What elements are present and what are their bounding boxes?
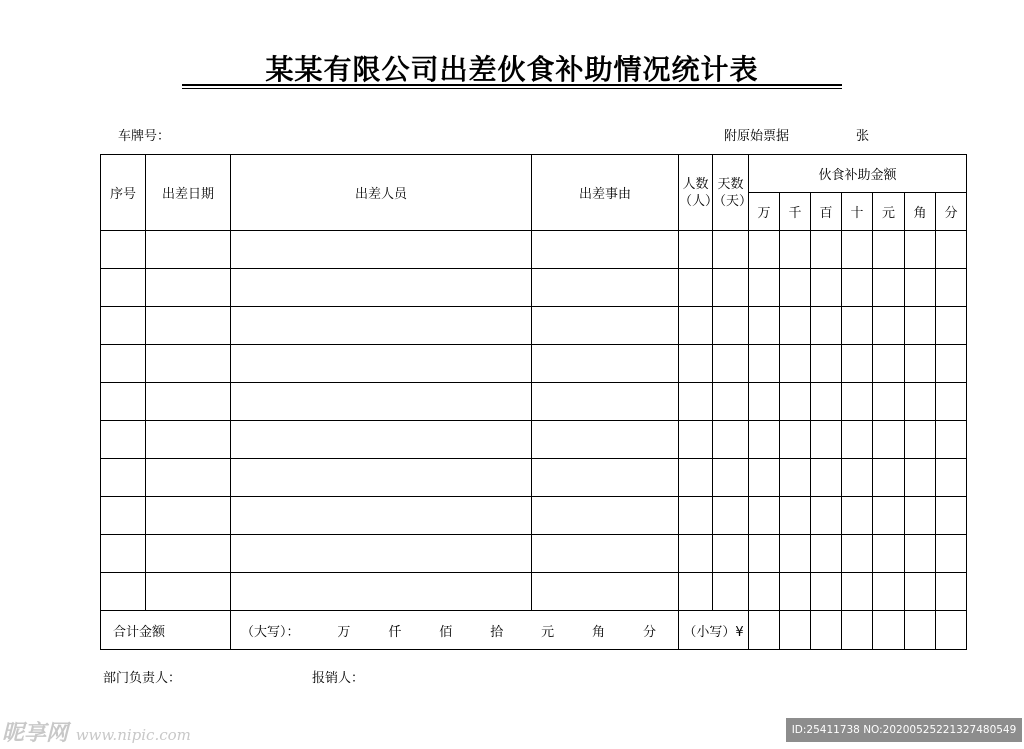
table-cell[interactable]: [532, 497, 679, 535]
header-digit-cell: 分: [936, 193, 967, 231]
table-cell[interactable]: [749, 573, 780, 611]
table-cell[interactable]: [905, 269, 936, 307]
attachment-label: 附原始票据: [724, 129, 790, 144]
table-cell[interactable]: [146, 269, 231, 307]
table-cell[interactable]: [749, 269, 780, 307]
table-cell[interactable]: [905, 535, 936, 573]
header-days-line1: 天数: [717, 176, 744, 192]
table-cell[interactable]: [842, 421, 873, 459]
table-cell[interactable]: [231, 345, 532, 383]
table-cell[interactable]: [532, 269, 679, 307]
attachment-unit: 张: [856, 129, 870, 144]
table-cell[interactable]: [811, 231, 842, 269]
header-days: [713, 155, 753, 231]
table-cell[interactable]: [811, 383, 842, 421]
table-cell[interactable]: [780, 421, 811, 459]
table-cell[interactable]: [101, 345, 146, 383]
table-cell[interactable]: [936, 231, 967, 269]
image-id-stamp: ID:25411738 NO:20200525221327480549: [786, 718, 1022, 742]
table-cell[interactable]: [905, 231, 936, 269]
table-cell[interactable]: [811, 497, 842, 535]
table-cell[interactable]: [905, 421, 936, 459]
table-cell[interactable]: [146, 497, 231, 535]
header-digit-cell: 元: [873, 193, 905, 231]
header-digit-cell: 千: [780, 193, 811, 231]
table-row: [101, 269, 967, 307]
table-cell[interactable]: [713, 459, 749, 497]
total-digit-cell[interactable]: [873, 611, 905, 650]
table-cell[interactable]: [811, 573, 842, 611]
table-cell[interactable]: [679, 497, 713, 535]
table-cell[interactable]: [713, 231, 749, 269]
total-uppercase[interactable]: [231, 611, 679, 650]
table-cell[interactable]: [713, 345, 749, 383]
uppercase-unit: 拾: [490, 624, 504, 640]
total-digit-cell[interactable]: [905, 611, 936, 650]
lowercase-label: （小写）¥: [679, 611, 749, 650]
table-row: [101, 573, 967, 611]
watermark-brand: 昵享网: [2, 720, 69, 746]
table-cell[interactable]: [811, 307, 842, 345]
table-cell[interactable]: [842, 459, 873, 497]
table-cell[interactable]: [231, 535, 532, 573]
table-cell[interactable]: [811, 269, 842, 307]
table-cell[interactable]: [842, 383, 873, 421]
table-cell[interactable]: [873, 345, 905, 383]
table-cell[interactable]: [873, 421, 905, 459]
table-row: [101, 421, 967, 459]
table-cell[interactable]: [231, 269, 532, 307]
table-cell[interactable]: [780, 459, 811, 497]
form-title: 某某有限公司出差伙食补助情况统计表: [265, 53, 759, 86]
table-cell[interactable]: [811, 421, 842, 459]
table-cell[interactable]: [842, 497, 873, 535]
table-cell[interactable]: [936, 307, 967, 345]
table-cell[interactable]: [713, 573, 749, 611]
header-person: 出差人员: [231, 155, 532, 231]
table-cell[interactable]: [780, 231, 811, 269]
table-cell[interactable]: [101, 573, 146, 611]
uppercase-unit: 万: [337, 624, 351, 640]
table-cell[interactable]: [146, 383, 231, 421]
watermark-url: www.nipic.com: [75, 726, 191, 744]
uppercase-unit: 角: [592, 624, 606, 640]
table-cell[interactable]: [101, 497, 146, 535]
table-cell[interactable]: [231, 231, 532, 269]
table-cell[interactable]: [679, 535, 713, 573]
table-cell[interactable]: [842, 231, 873, 269]
table-cell[interactable]: [873, 535, 905, 573]
table-cell[interactable]: [842, 573, 873, 611]
watermark: [2, 716, 191, 747]
header-days-line2: （天）: [713, 193, 753, 209]
table-cell[interactable]: [842, 307, 873, 345]
total-digit-cell[interactable]: [749, 611, 780, 650]
title-underline-thick: [182, 84, 842, 86]
table-cell[interactable]: [936, 573, 967, 611]
table-cell[interactable]: [532, 345, 679, 383]
table-cell[interactable]: [231, 497, 532, 535]
table-cell[interactable]: [713, 535, 749, 573]
table-cell[interactable]: [146, 535, 231, 573]
table-cell[interactable]: [749, 307, 780, 345]
table-cell[interactable]: [101, 421, 146, 459]
table-cell[interactable]: [936, 497, 967, 535]
table-cell[interactable]: [780, 383, 811, 421]
table-cell[interactable]: [749, 497, 780, 535]
table-row: [101, 535, 967, 573]
table-cell[interactable]: [873, 307, 905, 345]
table-cell[interactable]: [679, 269, 713, 307]
table-cell[interactable]: [713, 421, 749, 459]
table-row: [101, 497, 967, 535]
table-cell[interactable]: [749, 421, 780, 459]
table-cell[interactable]: [713, 307, 749, 345]
table-cell[interactable]: [101, 269, 146, 307]
table-cell[interactable]: [905, 383, 936, 421]
table-cell[interactable]: [936, 535, 967, 573]
title-underline-thin: [182, 88, 842, 89]
table-cell[interactable]: [936, 345, 967, 383]
table-cell[interactable]: [679, 345, 713, 383]
table-cell[interactable]: [231, 383, 532, 421]
table-cell[interactable]: [936, 421, 967, 459]
plate-number-label: 车牌号：: [118, 129, 171, 144]
total-digit-cell[interactable]: [780, 611, 811, 650]
table-cell[interactable]: [532, 231, 679, 269]
table-cell[interactable]: [532, 459, 679, 497]
table-cell[interactable]: [873, 269, 905, 307]
table-cell[interactable]: [936, 459, 967, 497]
header-people-count: [679, 155, 719, 231]
allowance-table: [100, 154, 967, 650]
reimburser-label: 报销人：: [312, 671, 365, 686]
table-cell[interactable]: [905, 345, 936, 383]
total-label: 合计金额: [101, 611, 231, 650]
table-cell[interactable]: [532, 383, 679, 421]
header-seq: 序号: [101, 155, 146, 231]
header-people-count-line2: （人）: [679, 193, 719, 209]
table-cell[interactable]: [146, 421, 231, 459]
table-cell[interactable]: [905, 459, 936, 497]
table-cell[interactable]: [146, 307, 231, 345]
total-digit-cell[interactable]: [936, 611, 967, 650]
table-cell[interactable]: [101, 535, 146, 573]
table-cell[interactable]: [713, 269, 749, 307]
table-cell[interactable]: [873, 497, 905, 535]
total-digit-cell[interactable]: [811, 611, 842, 650]
uppercase-unit: 分: [642, 624, 656, 640]
table-cell[interactable]: [231, 459, 532, 497]
header-people-count-line1: 人数: [682, 176, 709, 192]
uppercase-unit: 元: [541, 624, 555, 640]
table-cell[interactable]: [905, 497, 936, 535]
table-row: [101, 307, 967, 345]
table-cell[interactable]: [842, 535, 873, 573]
table-cell[interactable]: [749, 231, 780, 269]
table-cell[interactable]: [231, 307, 532, 345]
table-cell[interactable]: [873, 573, 905, 611]
table-cell[interactable]: [780, 307, 811, 345]
table-cell[interactable]: [101, 459, 146, 497]
table-cell[interactable]: [679, 307, 713, 345]
uppercase-unit: 仟: [388, 624, 402, 640]
table-cell[interactable]: [532, 421, 679, 459]
table-cell[interactable]: [873, 383, 905, 421]
header-digit-cell: 百: [811, 193, 842, 231]
table-cell[interactable]: [811, 535, 842, 573]
table-cell[interactable]: [231, 573, 532, 611]
table-cell[interactable]: [146, 459, 231, 497]
header-reason: 出差事由: [532, 155, 679, 231]
table-cell[interactable]: [679, 383, 713, 421]
table-cell[interactable]: [679, 573, 713, 611]
table-row: [101, 231, 967, 269]
table-cell[interactable]: [873, 231, 905, 269]
header-digit-cell: 万: [749, 193, 780, 231]
uppercase-label: （大写）：: [241, 624, 300, 640]
table-cell[interactable]: [679, 421, 713, 459]
table-cell[interactable]: [936, 383, 967, 421]
total-digit-cell[interactable]: [842, 611, 873, 650]
table-row: [101, 459, 967, 497]
table-cell[interactable]: [679, 459, 713, 497]
table-cell[interactable]: [532, 307, 679, 345]
table-cell[interactable]: [936, 269, 967, 307]
table-cell[interactable]: [749, 383, 780, 421]
total-row: [101, 611, 967, 650]
table-cell[interactable]: [749, 535, 780, 573]
header-digit-cell: 角: [905, 193, 936, 231]
header-amount: 伙食补助金额: [749, 155, 967, 193]
header-date: 出差日期: [146, 155, 231, 231]
header-digit-cell: 十: [842, 193, 873, 231]
table-cell[interactable]: [146, 231, 231, 269]
table-cell[interactable]: [532, 573, 679, 611]
table-cell[interactable]: [905, 573, 936, 611]
table-cell[interactable]: [146, 573, 231, 611]
table-cell[interactable]: [532, 535, 679, 573]
table-cell[interactable]: [811, 459, 842, 497]
table-cell[interactable]: [905, 307, 936, 345]
table-cell[interactable]: [146, 345, 231, 383]
table-cell[interactable]: [749, 459, 780, 497]
table-cell[interactable]: [873, 459, 905, 497]
table-cell[interactable]: [713, 497, 749, 535]
table-cell[interactable]: [231, 421, 532, 459]
table-cell[interactable]: [780, 269, 811, 307]
table-cell[interactable]: [780, 573, 811, 611]
table-cell[interactable]: [101, 231, 146, 269]
table-cell[interactable]: [713, 383, 749, 421]
table-cell[interactable]: [749, 345, 780, 383]
dept-head-label: 部门负责人：: [103, 671, 182, 686]
table-cell[interactable]: [679, 231, 713, 269]
table-cell[interactable]: [811, 345, 842, 383]
table-cell[interactable]: [780, 535, 811, 573]
table-cell[interactable]: [780, 497, 811, 535]
table-cell[interactable]: [842, 345, 873, 383]
table-cell[interactable]: [780, 345, 811, 383]
uppercase-unit: 佰: [439, 624, 453, 640]
table-cell[interactable]: [842, 269, 873, 307]
table-cell[interactable]: [101, 307, 146, 345]
table-row: [101, 345, 967, 383]
table-row: [101, 383, 967, 421]
table-cell[interactable]: [101, 383, 146, 421]
